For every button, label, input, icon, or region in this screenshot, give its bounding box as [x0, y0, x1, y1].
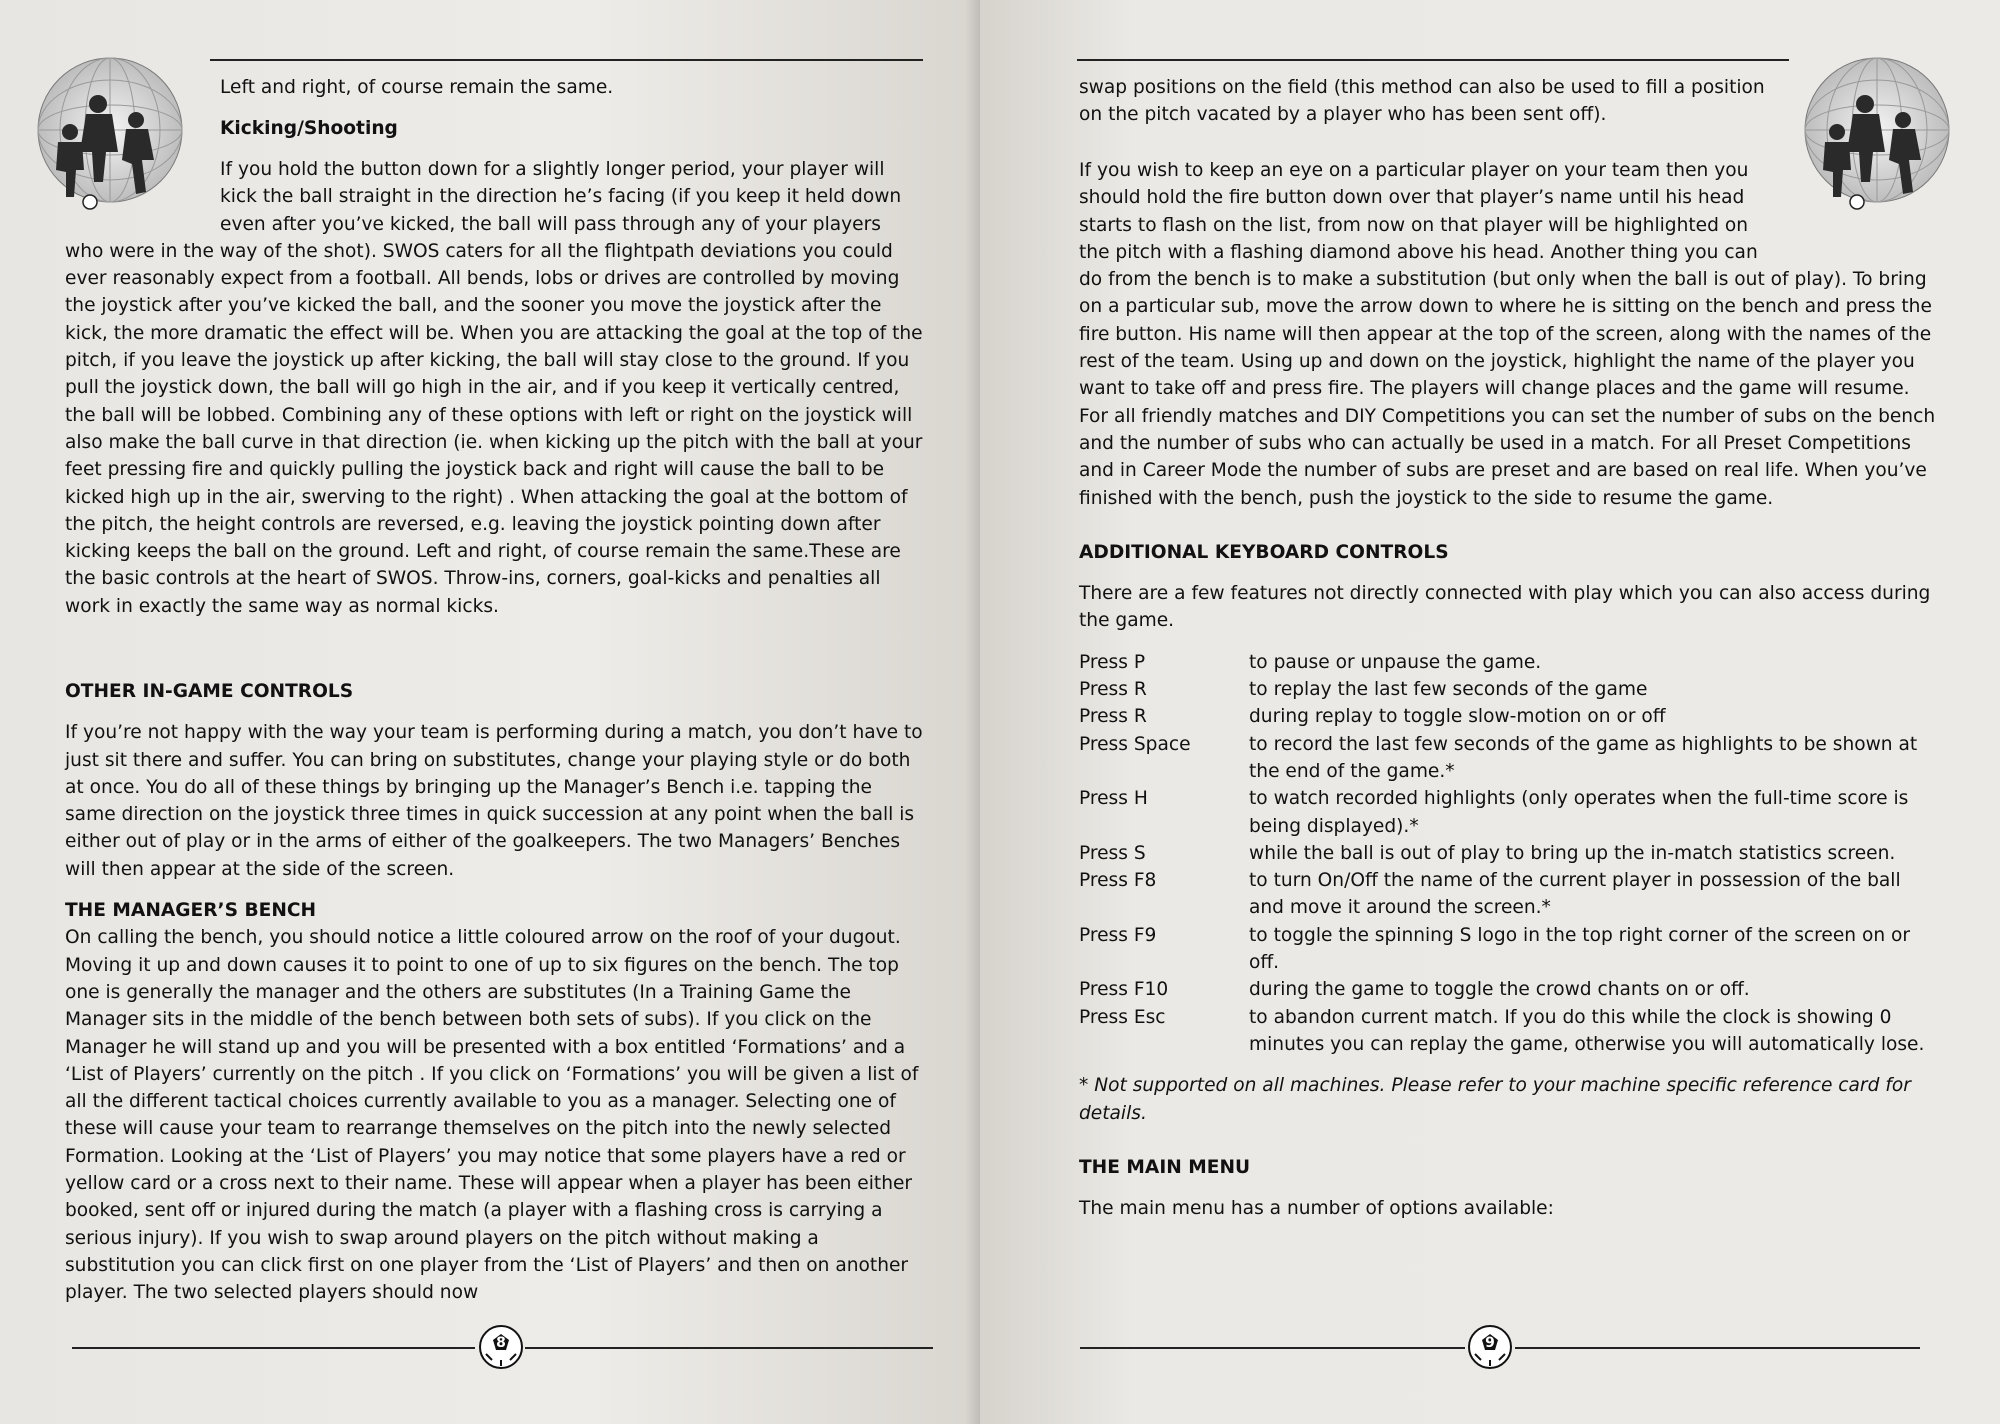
page-number: 8 — [496, 1335, 506, 1351]
main-menu-heading: THE MAIN MENU — [1079, 1156, 1251, 1178]
key-action: to record the last few seconds of the game as highlights to be shown at the end of the game.* — [1249, 733, 1918, 782]
managers-bench-heading: THE MANAGER’S BENCH — [65, 900, 317, 922]
left-page — [0, 0, 980, 1424]
key-action: to pause or unpause the game. — [1249, 651, 1542, 673]
key-row — [1079, 922, 1939, 977]
left-top-column — [220, 74, 925, 143]
page-number: 9 — [1485, 1335, 1495, 1351]
key-row — [1079, 840, 1939, 867]
key-label: Press R — [1079, 706, 1147, 728]
managers-bench-text: On calling the bench, you should notice a little coloured arrow on the roof of your dugout. Moving it up and down causes it to point to one of up to six figures on the bench. The top one is generally the manager and the others are substitutes (In a Training Game the Manager sits in the middle of the bench between both sets of subs). If you click on the Manager he will stand up and you will be presented with a box entitled ‘Formations’ and a ‘List of Players’ currently on the pitch . If you click on ‘Formations’ you will be given a list of all the different tactical choices currently available to you as a manager. Selecting one of these will cause your team to rearrange themselves on the pitch into the newly selected Formation. Looking at the ‘List of Players’ you may notice that some players have a red or yellow card or a cross next to their name. These will appear when a player has been either booked, sent off or injured during the match (a player with a flashing cross is carrying a serious injury). If you wish to swap around players on the pitch without making a substitution you can click first on one player from the ‘List of Players’ and then on another player. The two selected players should now — [65, 927, 919, 1304]
football-page-number-icon — [1467, 1324, 1513, 1370]
key-row — [1079, 785, 1939, 840]
key-row — [1079, 731, 1939, 786]
bottom-rule-left — [1080, 1347, 1465, 1349]
right-main-column — [1079, 157, 1939, 1222]
keyboard-controls-heading: ADDITIONAL KEYBOARD CONTROLS — [1079, 541, 1449, 563]
key-action: during replay to toggle slow-motion on or off — [1249, 706, 1666, 728]
top-rule — [1077, 59, 1789, 61]
key-label: Press S — [1079, 842, 1146, 864]
intro-line: Left and right, of course remain the same. — [220, 77, 614, 98]
key-action: to watch recorded highlights (only operates when the full-time score is being displayed).* — [1249, 788, 1909, 837]
other-controls-text: If you’re not happy with the way your team is performing during a match, you don’t have to just sit there and suffer. You can bring on substitutes, change your playing style or do both at once. You do all of these things by bringing up the Manager’s Bench i.e. tapping the same direction on the joystick three times in quick succession at any point when the ball is either out of play or in the arms of either of the goalkeepers. The two Managers’ Benches will then appear at the side of the screen. — [65, 722, 923, 880]
watch-player-text: If you wish to keep an eye on a particular player on your team then you should hold the fire button down over that player’s name until his head starts to flash on the list, from now on that player will be highlighted on the pitch with a flashing diamond above his head. Another thing you can do from the bench is to make a substitution (but only when the ball is out of play). To bring on a particular sub, move the arrow down to where he is sitting on the bench and press the fire button. His name will then appear at the top of the screen, along with the names of the rest of the team. Using up and down on the joystick, highlight the name of the player you want to take off and press fire. The players will change places and the game will resume. For all friendly matches and DIY Competitions you can set the number of subs on the bench and the number of subs who can actually be used in a match. For all Preset Competitions and in Career Mode the number of subs are preset and are based on real life. When you’ve finished with the bench, push the joystick to the side to resume the game. — [1079, 160, 1936, 509]
kicking-paragraph-wrap — [65, 156, 925, 620]
key-row — [1079, 676, 1939, 703]
key-label: Press Esc — [1079, 1006, 1166, 1028]
key-row — [1079, 649, 1939, 676]
other-controls-heading: OTHER IN-GAME CONTROLS — [65, 681, 354, 702]
bottom-rule-right — [525, 1347, 933, 1349]
kicking-text: If you hold the button down for a slightly longer period, your player will kick the ball straight in the direction he’s facing (if you keep it held down even after you’ve kicked, the ball will pass through any of your players who were in the way of the shot). SWOS caters for all the flightpath deviations you could ever reasonably expect from a football. All bends, lobs or drives are controlled by moving the joystick after you’ve kicked the ball, and the sooner you move the joystick after the kick, the more dramatic the effect will be. When you are attacking the goal at the top of the pitch, if you leave the joystick up after kicking, the ball will stay close to the ground. If you pull the joystick down, the ball will go high in the air, and if you keep it vertically centred, the ball will be lobbed. Combining any of these options with left or right on the joystick will also make the ball curve in that direction (ie. when kicking up the pitch with the ball at your feet pressing fire and quickly pulling the joystick back and right will cause the ball to be kicked high up in the air, swerving to the right) . When attacking the goal at the bottom of the pitch, the height controls are reversed, e.g. leaving the joystick pointing down after kicking keeps the ball on the ground. Left and right, of course remain the same.These are the basic controls at the heart of SWOS. Throw-ins, corners, goal-kicks and penalties all work in exactly the same way as normal kicks. — [65, 159, 923, 617]
left-lower-column — [65, 678, 925, 1307]
key-label: Press F10 — [1079, 979, 1169, 1001]
key-label: Press P — [1079, 651, 1146, 673]
top-rule — [210, 59, 923, 61]
main-menu-text: The main menu has a number of options available: — [1079, 1198, 1554, 1220]
bottom-rule-right — [1515, 1347, 1920, 1349]
key-action: while the ball is out of play to bring up the in-match statistics screen. — [1249, 842, 1896, 864]
kicking-heading: Kicking/Shooting — [220, 118, 398, 140]
key-label: Press F8 — [1079, 870, 1157, 892]
football-page-number-icon — [478, 1324, 524, 1370]
bottom-rule-left — [72, 1347, 475, 1349]
key-label: Press F9 — [1079, 924, 1157, 946]
keyboard-controls-table — [1079, 649, 1939, 1058]
right-top-column — [1079, 74, 1779, 129]
key-action: to replay the last few seconds of the game — [1249, 679, 1648, 701]
key-action: to turn On/Off the name of the current player in possession of the ball and move it around the screen.* — [1249, 870, 1901, 919]
key-row — [1079, 1004, 1939, 1059]
footnote: * Not supported on all machines. Please refer to your machine specific reference card for details. — [1079, 1075, 1911, 1124]
key-label: Press H — [1079, 788, 1148, 810]
key-row — [1079, 703, 1939, 730]
right-page — [980, 0, 2000, 1424]
key-action: during the game to toggle the crowd chants on or off. — [1249, 979, 1750, 1001]
key-action: to toggle the spinning S logo in the top right corner of the screen on or off. — [1249, 924, 1911, 974]
key-row — [1079, 976, 1939, 1003]
key-action: to abandon current match. If you do this while the clock is showing 0 minutes you can replay the game, otherwise you will automatically lose. — [1249, 1006, 1925, 1055]
key-label: Press Space — [1079, 733, 1191, 755]
keyboard-intro: There are a few features not directly connected with play which you can also access during the game. — [1079, 583, 1931, 632]
intro-text: swap positions on the field (this method can also be used to fill a position on the pitch vacated by a player who has been sent off). — [1079, 77, 1765, 126]
key-row — [1079, 867, 1939, 922]
key-label: Press R — [1079, 679, 1147, 701]
